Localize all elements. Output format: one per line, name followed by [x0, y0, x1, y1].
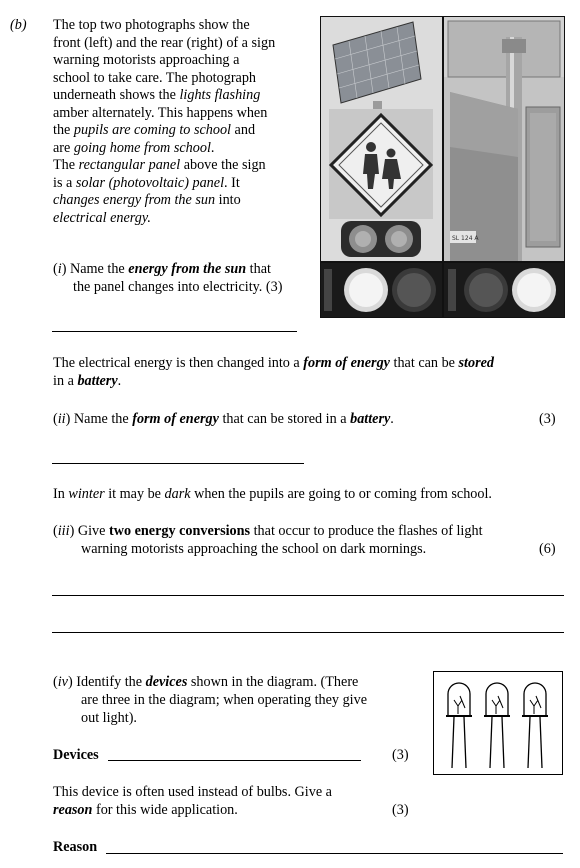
sign-photographs [320, 16, 565, 318]
question-iv-line2: are three in the diagram; when operating they give [81, 692, 368, 708]
part-label: (b) [10, 17, 27, 33]
intro-line: changes energy from the sun into [53, 192, 241, 208]
intro-line: warning motorists approaching a [53, 52, 240, 68]
answer-line-iii-2[interactable] [52, 632, 564, 633]
sign-rear-photo [444, 17, 564, 261]
question-iii-marks: (6) [539, 541, 556, 557]
question-iv-line3: out light). [81, 710, 137, 726]
photo-label-text: SL 124 A [452, 235, 479, 242]
question-ii-marks: (3) [539, 411, 556, 427]
question-iv-line1: (iv) Identify the devices shown in the diagram. (There [53, 674, 359, 690]
lights-flashing-photo-left [321, 263, 442, 317]
led-icon [484, 683, 510, 768]
led-icon [446, 683, 472, 768]
intro-line: underneath shows the lights flashing [53, 87, 261, 103]
question-i-line2: the panel changes into electricity. (3) [73, 279, 283, 295]
intro-line: The rectangular panel above the sign [53, 157, 266, 173]
question-i-marks: (3) [265, 279, 283, 295]
devices-marks: (3) [392, 747, 409, 763]
reason-answer-line[interactable] [106, 853, 563, 854]
devices-answer-line[interactable] [108, 760, 361, 761]
lights-left-illustration [321, 263, 442, 317]
reason-label: Reason [53, 839, 98, 855]
question-iii-line2: warning motorists approaching the school on dark mornings. [81, 541, 427, 557]
answer-line-iii-1[interactable] [52, 595, 564, 596]
intro-line: amber alternately. This happens when [53, 104, 268, 121]
intro-line: The top two photographs show the [53, 17, 250, 33]
sign-rear-illustration [444, 17, 564, 261]
intro-line: school to take care. The photograph [53, 69, 257, 86]
reason-paragraph-line1: This device is often used instead of bulbs. Give a [53, 784, 332, 800]
intro-line: front (left) and the rear (right) of a sign [53, 34, 276, 51]
intro-line: are going home from school. [53, 139, 215, 156]
intro-line: is a solar (photovoltaic) panel. It [53, 174, 240, 191]
winter-paragraph: In winter it may be dark when the pupils are going to or coming from school. [53, 486, 492, 502]
reason-marks: (3) [392, 802, 409, 818]
intro-line: electrical energy. [53, 209, 151, 226]
devices-label: Devices [53, 747, 99, 763]
electrical-paragraph-line1: The electrical energy is then changed into a form of energy that can be stored [53, 355, 494, 371]
intro-line: the pupils are coming to school and [53, 122, 256, 138]
question-ii: (ii) Name the form of energy that can be stored in a battery. [53, 411, 394, 427]
question-iii-line1: (iii) Give two energy conversions that occur to produce the flashes of light [53, 523, 483, 539]
sign-front-photo [321, 17, 442, 261]
led-diagram-illustration [434, 672, 561, 773]
answer-line-i[interactable] [52, 331, 297, 332]
electrical-paragraph-line2: in a battery. [53, 373, 122, 389]
answer-line-ii[interactable] [52, 463, 304, 464]
lights-flashing-photo-right [444, 263, 564, 317]
question-i-line1: (i) Name the energy from the sun that [53, 261, 271, 277]
led-diagram [433, 671, 563, 775]
intro-paragraph [53, 17, 275, 227]
reason-paragraph-line2: reason for this wide application. [53, 802, 238, 818]
led-icon [522, 683, 548, 768]
lights-right-illustration [444, 263, 564, 317]
sign-front-illustration [321, 17, 442, 261]
